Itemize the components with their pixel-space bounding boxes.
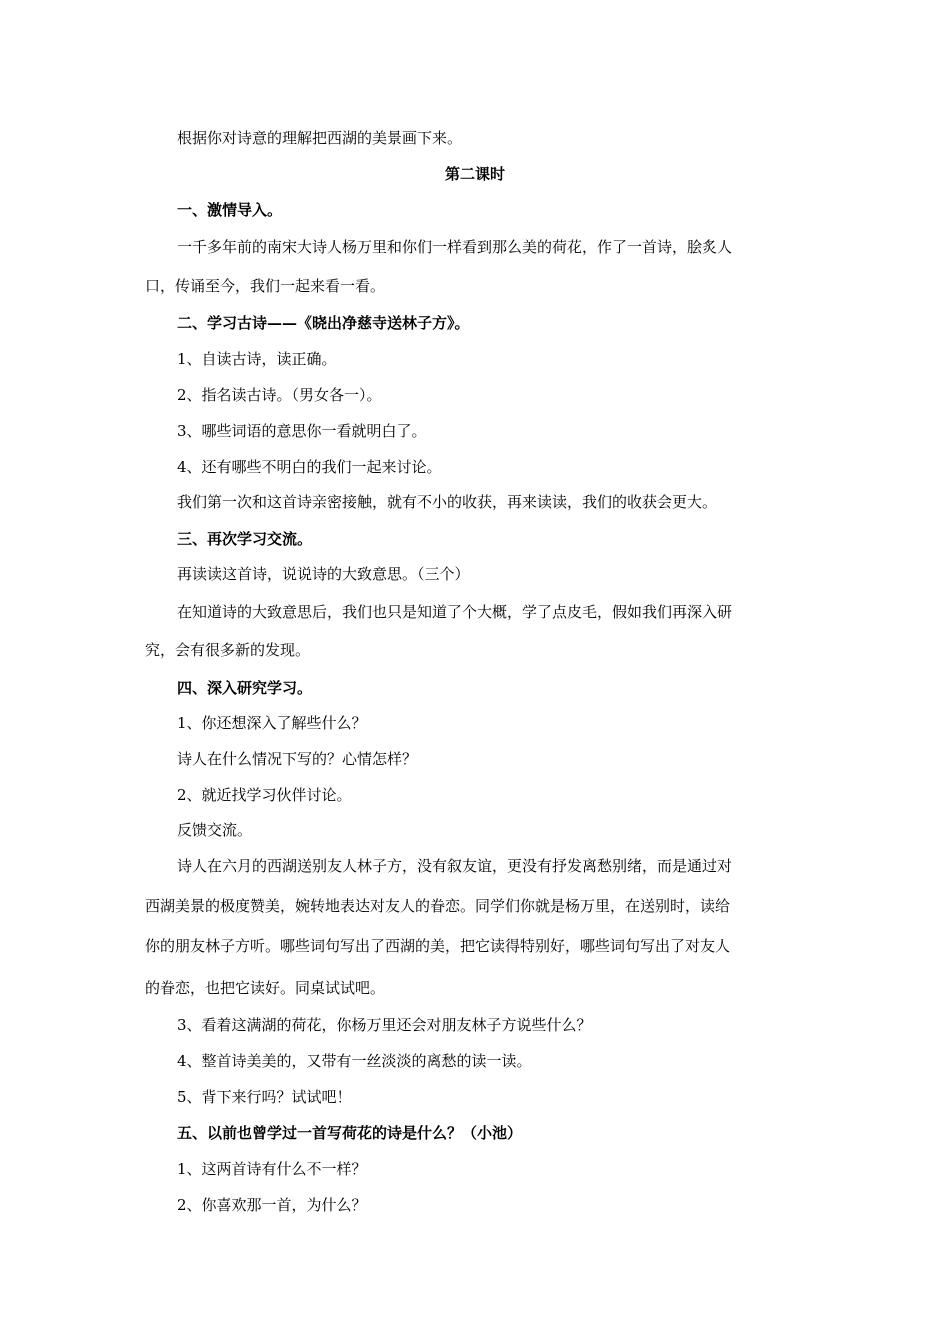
paragraph-continuation: 西湖美景的极度赞美，婉转地表达对友人的眷恋。同学们你就是杨万里，在送别时，读给	[145, 897, 731, 915]
list-item: 2、就近找学习伙伴讨论。	[177, 786, 352, 804]
paragraph-continuation: 你的朋友林子方听。哪些词句写出了西湖的美，把它读得特别好，哪些词句写出了对友人	[145, 937, 731, 955]
list-item: 1、自读古诗，读正确。	[177, 350, 337, 368]
heading-4: 四、深入研究学习。	[177, 679, 313, 697]
paragraph: 一千多年前的南宋大诗人杨万里和你们一样看到那么美的荷花，作了一首诗，脍炙人	[177, 238, 733, 256]
paragraph: 在知道诗的大致意思后，我们也只是知道了个大概，学了点皮毛，假如我们再深入研	[177, 603, 733, 621]
paragraph: 再读读这首诗，说说诗的大致意思。（三个）	[177, 565, 470, 583]
paragraph-continuation: 口，传诵至今，我们一起来看一看。	[145, 277, 386, 295]
paragraph: 根据你对诗意的理解把西湖的美景画下来。	[177, 129, 463, 147]
paragraph: 诗人在什么情况下写的？心情怎样？	[177, 750, 418, 768]
paragraph: 反馈交流。	[177, 821, 253, 839]
paragraph-continuation: 的眷恋，也把它读好。同桌试试吧。	[145, 979, 386, 997]
heading-2: 二、学习古诗——《晓出净慈寺送林子方》。	[177, 314, 470, 332]
list-item: 3、哪些词语的意思你一看就明白了。	[177, 422, 427, 440]
list-item: 2、指名读古诗。（男女各一）。	[177, 386, 382, 404]
paragraph-continuation: 究，会有很多新的发现。	[145, 641, 311, 659]
list-item: 1、你还想深入了解些什么？	[177, 714, 367, 732]
paragraph: 我们第一次和这首诗亲密接触，就有不小的收获，再来读读，我们的收获会更大。	[177, 493, 718, 511]
list-item: 4、还有哪些不明白的我们一起来讨论。	[177, 458, 442, 476]
list-item: 4、整首诗美美的，又带有一丝淡淡的离愁的读一读。	[177, 1052, 532, 1070]
list-item: 5、背下来行吗？试试吧！	[177, 1088, 352, 1106]
list-item: 2、你喜欢那一首，为什么？	[177, 1196, 367, 1214]
heading-5: 五、以前也曾学过一首写荷花的诗是什么？（小池）	[177, 1124, 523, 1142]
heading-3: 三、再次学习交流。	[177, 530, 313, 548]
list-item: 3、看着这满湖的荷花，你杨万里还会对朋友林子方说些什么？	[177, 1016, 592, 1034]
list-item: 1、这两首诗有什么不一样？	[177, 1160, 367, 1178]
paragraph: 诗人在六月的西湖送别友人林子方，没有叙友谊，更没有抒发离愁别绪，而是通过对	[177, 857, 733, 875]
section-title: 第二课时	[444, 165, 505, 183]
heading-1: 一、激情导入。	[177, 201, 283, 219]
